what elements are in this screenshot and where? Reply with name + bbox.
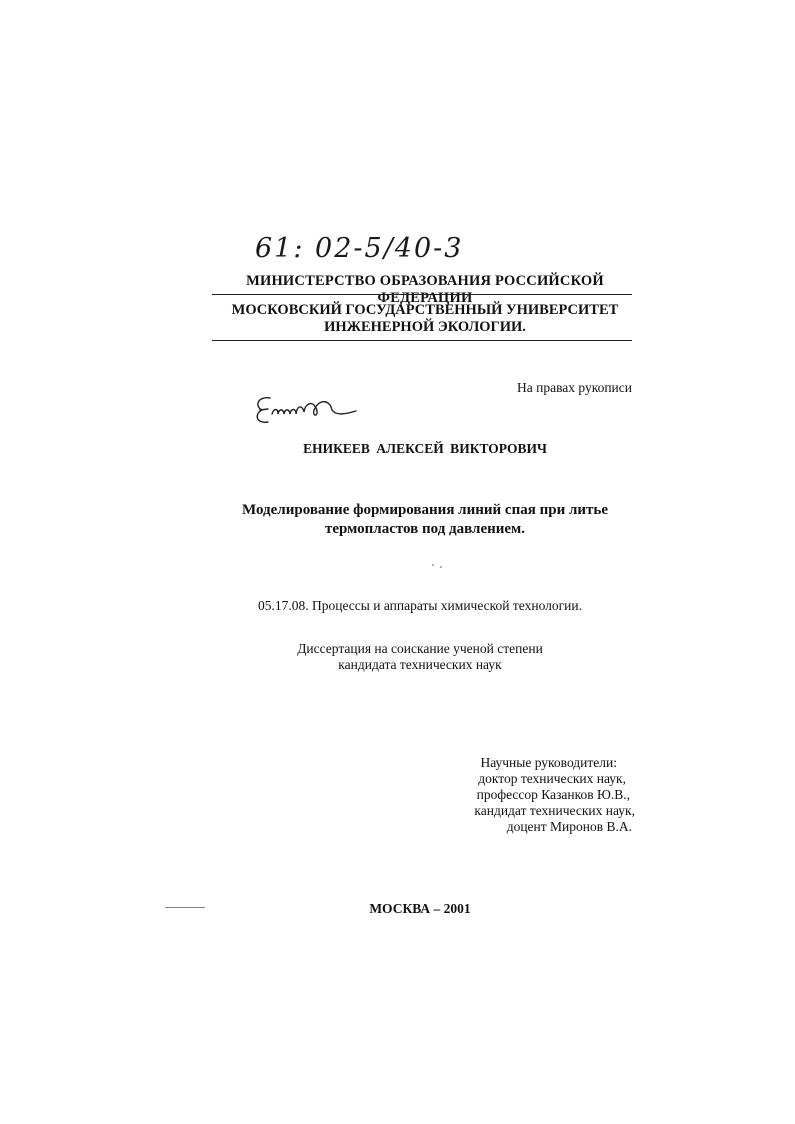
manuscript-rights-note: На правах рукописи <box>516 380 632 395</box>
university-line-2: ИНЖЕНЕРНОЙ ЭКОЛОГИИ. <box>324 319 526 335</box>
supervisor-line: доцент Миронов В.А. <box>506 819 632 834</box>
author-name: ЕНИКЕЕВ АЛЕКСЕЙ ВИКТОРОВИЧ <box>303 441 547 456</box>
supervisors-heading: Научные руководители: <box>480 755 617 770</box>
degree-line-1: Диссертация на соискание ученой степени <box>297 641 543 656</box>
handwritten-signature <box>250 384 370 434</box>
scan-artifact-line <box>165 907 205 908</box>
supervisor-line: профессор Казанков Ю.В., <box>476 787 630 802</box>
city-year: МОСКВА – 2001 <box>369 901 471 916</box>
degree-line-2: кандидата технических наук <box>338 657 502 672</box>
supervisor-line: кандидат технических наук, <box>474 803 635 818</box>
header-divider-top <box>212 294 632 295</box>
thesis-title <box>205 501 645 539</box>
supervisors-block <box>415 755 635 835</box>
scan-speck <box>432 564 434 566</box>
handwritten-catalog-number: 61: 02-5/40-3 <box>255 233 464 264</box>
university-heading <box>205 302 645 336</box>
specialty-code: 05.17.08. Процессы и аппараты химической технологии. <box>257 598 582 613</box>
degree-statement <box>200 641 640 673</box>
supervisor-line: доктор технических наук, <box>478 771 626 786</box>
university-line-1: МОСКОВСКИЙ ГОСУДАРСТВЕННЫЙ УНИВЕРСИТЕТ <box>231 302 619 318</box>
thesis-title-line-2: термопластов под давлением. <box>324 521 526 537</box>
thesis-title-line-1: Моделирование формирования линий спая при литье <box>242 502 608 518</box>
header-divider-bottom <box>212 340 632 341</box>
ministry-heading: МИНИСТЕРСТВО ОБРАЗОВАНИЯ РОССИЙСКОЙ ФЕДЕРАЦИИ <box>246 273 604 306</box>
scan-speck <box>440 566 442 568</box>
